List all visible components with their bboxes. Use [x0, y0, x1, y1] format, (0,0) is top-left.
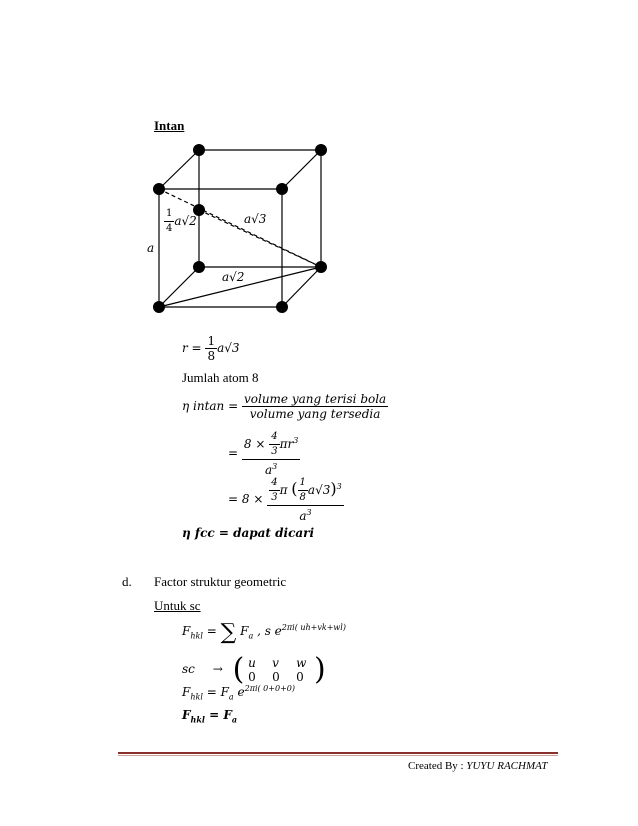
atom-count-text: Jumlah atom 8 [182, 370, 259, 385]
section-letter: d. [122, 574, 132, 589]
equation-fhkl-sc: $F_{hkl} = F_a$ $e^{2\pi i( 0+0+0)}$ [182, 684, 295, 702]
atom-front-top-left [153, 183, 165, 195]
body-diagonal-label: a√3 [244, 212, 267, 226]
atom-front-top-right [276, 183, 288, 195]
equation-fhkl-general: $F_{hkl}$ = ∑ $F_a$ , s $e^{2\pi i( uh+vk+wl)}$ [182, 620, 346, 645]
edge-label-a: a [147, 241, 155, 255]
section-heading: Intan [154, 118, 185, 133]
footer-rule [118, 752, 558, 754]
subsection-untuk-sc: Untuk sc [154, 598, 201, 613]
equation-radius: r = $\frac{1}{8}$ a√3 [182, 334, 240, 363]
atom-front-bottom-left [153, 301, 165, 313]
section-title: Factor struktur geometric [154, 574, 287, 589]
equation-step-2: = 8 × $\frac{4}{3}$ π ( $\frac{1}{8}$ a√3)$^3$ $a^3$ [228, 477, 342, 523]
cube-diagram [0, 0, 638, 340]
equation-fhkl-result: $F_{hkl} = F_a$ [182, 708, 238, 725]
atom-back-top-left [193, 144, 205, 156]
quarter-label: $\frac{1}{4}$ a√2 [166, 208, 197, 234]
footer-credit: Created By : YUYU RACHMAT [408, 760, 548, 772]
atom-front-bottom-right [276, 301, 288, 313]
equation-eta-fcc: η fcc = dapat dicari [182, 526, 315, 540]
equation-sc-matrix: sc → ( u v w 0 0 0 ) [182, 652, 326, 687]
atom-back-bottom-left [193, 261, 205, 273]
face-diagonal-label: a√2 [222, 270, 245, 284]
equation-eta-intan: η intan = $\frac{\text{volume yang terisi bola}}{\text{volume yang tersedia}}$ [182, 392, 387, 421]
atom-back-bottom-right [315, 261, 327, 273]
equation-step-1: = 8 × $\frac{4}{3}$ $\pi r^3$ $a^3$ [228, 431, 299, 477]
atom-back-top-right [315, 144, 327, 156]
footer-rule-shadow [118, 755, 558, 756]
